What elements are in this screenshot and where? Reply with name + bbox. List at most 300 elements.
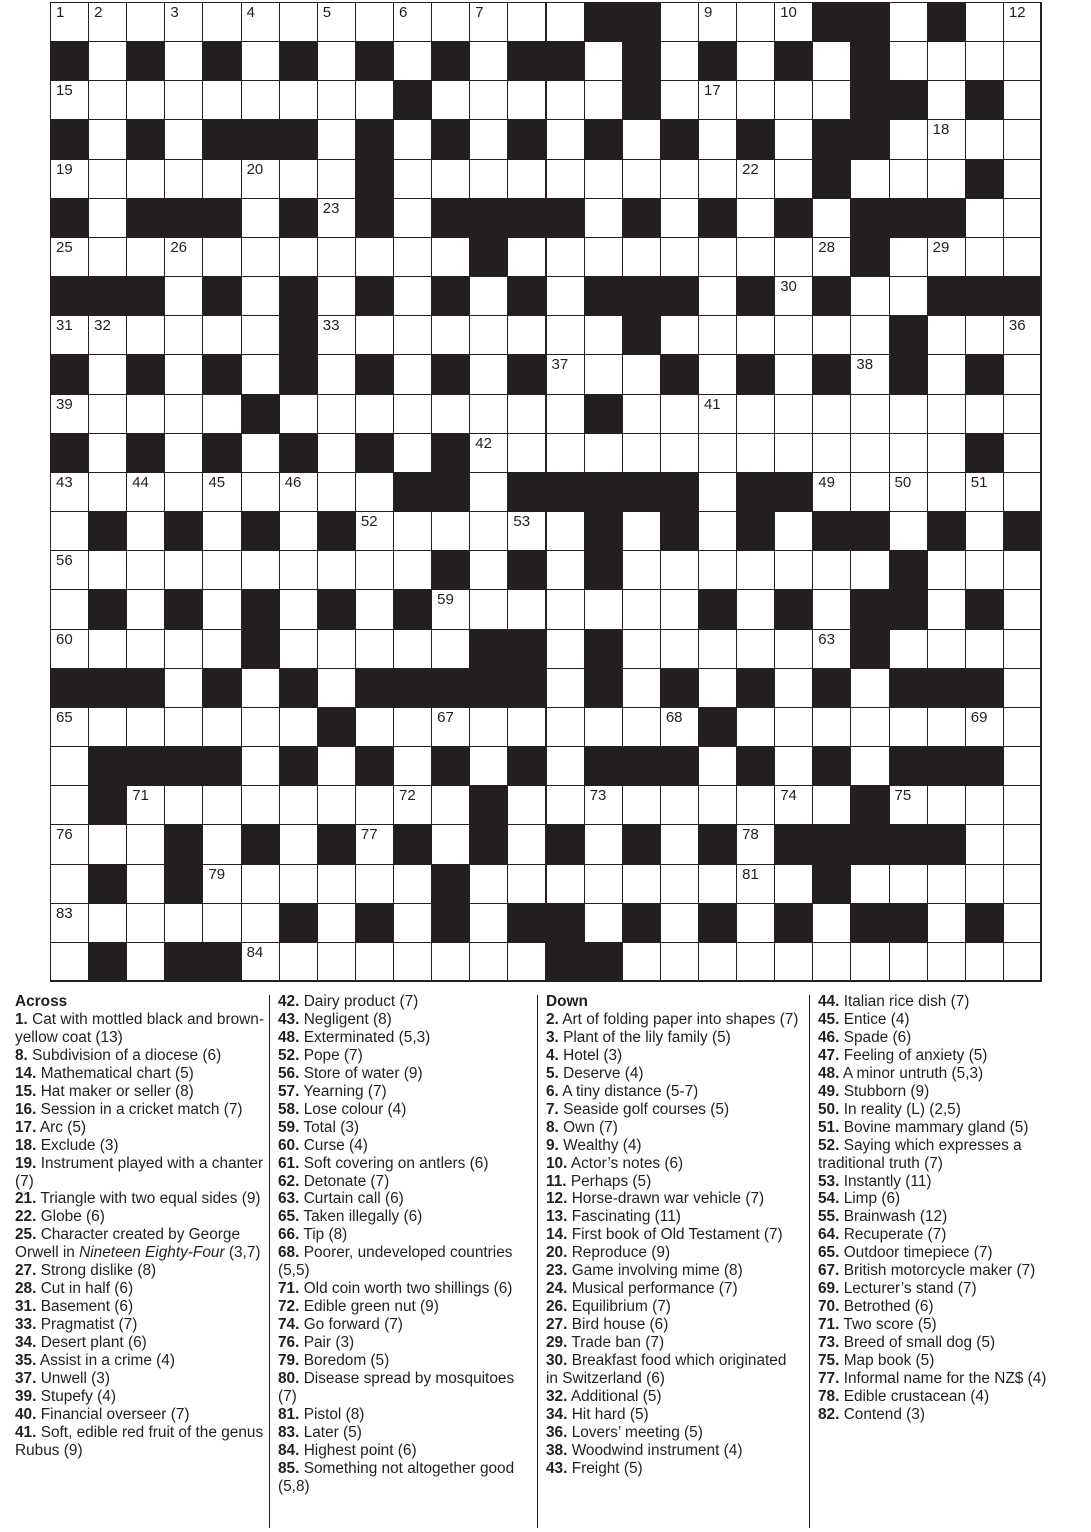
letter-square[interactable] <box>660 159 699 199</box>
letter-square[interactable] <box>355 2 394 42</box>
letter-square[interactable] <box>164 237 203 277</box>
letter-square[interactable] <box>774 276 813 316</box>
letter-square[interactable] <box>584 41 623 81</box>
letter-square[interactable] <box>698 159 737 199</box>
letter-square[interactable] <box>50 707 89 747</box>
letter-square[interactable] <box>317 198 356 238</box>
letter-square[interactable] <box>317 942 356 982</box>
letter-square[interactable] <box>546 119 585 159</box>
letter-square[interactable] <box>584 707 623 747</box>
letter-square[interactable] <box>507 237 546 277</box>
letter-square[interactable] <box>736 315 775 355</box>
letter-square[interactable] <box>698 119 737 159</box>
letter-square[interactable] <box>88 433 127 473</box>
letter-square[interactable] <box>774 237 813 277</box>
letter-square[interactable] <box>507 511 546 551</box>
letter-square[interactable] <box>469 159 508 199</box>
letter-square[interactable] <box>279 394 318 434</box>
letter-square[interactable] <box>927 394 966 434</box>
letter-square[interactable] <box>126 2 165 42</box>
letter-square[interactable] <box>927 942 966 982</box>
letter-square[interactable] <box>241 159 280 199</box>
letter-square[interactable] <box>317 903 356 943</box>
letter-square[interactable] <box>812 903 851 943</box>
letter-square[interactable] <box>1003 2 1042 42</box>
letter-square[interactable] <box>241 276 280 316</box>
letter-square[interactable] <box>546 864 585 904</box>
letter-square[interactable] <box>241 472 280 512</box>
letter-square[interactable] <box>126 315 165 355</box>
letter-square[interactable] <box>469 746 508 786</box>
letter-square[interactable] <box>279 472 318 512</box>
letter-square[interactable] <box>202 903 241 943</box>
letter-square[interactable] <box>698 550 737 590</box>
letter-square[interactable] <box>812 315 851 355</box>
letter-square[interactable] <box>164 433 203 473</box>
letter-square[interactable] <box>889 629 928 669</box>
letter-square[interactable] <box>546 629 585 669</box>
letter-square[interactable] <box>546 433 585 473</box>
letter-square[interactable] <box>965 707 1004 747</box>
letter-square[interactable] <box>1003 119 1042 159</box>
letter-square[interactable] <box>241 198 280 238</box>
letter-square[interactable] <box>355 472 394 512</box>
letter-square[interactable] <box>126 707 165 747</box>
letter-square[interactable] <box>889 276 928 316</box>
letter-square[interactable] <box>584 589 623 629</box>
letter-square[interactable] <box>1003 315 1042 355</box>
letter-square[interactable] <box>279 629 318 669</box>
letter-square[interactable] <box>241 2 280 42</box>
letter-square[interactable] <box>279 824 318 864</box>
letter-square[interactable] <box>393 942 432 982</box>
letter-square[interactable] <box>1003 903 1042 943</box>
letter-square[interactable] <box>927 629 966 669</box>
letter-square[interactable] <box>393 550 432 590</box>
letter-square[interactable] <box>317 119 356 159</box>
letter-square[interactable] <box>50 746 89 786</box>
letter-square[interactable] <box>622 668 661 708</box>
letter-square[interactable] <box>584 354 623 394</box>
letter-square[interactable] <box>698 354 737 394</box>
letter-square[interactable] <box>698 629 737 669</box>
letter-square[interactable] <box>507 394 546 434</box>
letter-square[interactable] <box>431 2 470 42</box>
letter-square[interactable] <box>1003 824 1042 864</box>
letter-square[interactable] <box>889 433 928 473</box>
letter-square[interactable] <box>126 550 165 590</box>
letter-square[interactable] <box>774 942 813 982</box>
letter-square[interactable] <box>88 354 127 394</box>
letter-square[interactable] <box>317 864 356 904</box>
letter-square[interactable] <box>965 824 1004 864</box>
letter-square[interactable] <box>202 550 241 590</box>
letter-square[interactable] <box>50 237 89 277</box>
letter-square[interactable] <box>469 942 508 982</box>
letter-square[interactable] <box>164 276 203 316</box>
letter-square[interactable] <box>202 864 241 904</box>
letter-square[interactable] <box>584 433 623 473</box>
letter-square[interactable] <box>393 41 432 81</box>
letter-square[interactable] <box>1003 707 1042 747</box>
letter-square[interactable] <box>279 237 318 277</box>
letter-square[interactable] <box>355 589 394 629</box>
letter-square[interactable] <box>660 2 699 42</box>
letter-square[interactable] <box>622 589 661 629</box>
letter-square[interactable] <box>50 785 89 825</box>
letter-square[interactable] <box>850 668 889 708</box>
letter-square[interactable] <box>279 511 318 551</box>
letter-square[interactable] <box>660 707 699 747</box>
letter-square[interactable] <box>736 864 775 904</box>
letter-square[interactable] <box>736 394 775 434</box>
letter-square[interactable] <box>736 550 775 590</box>
letter-square[interactable] <box>660 433 699 473</box>
letter-square[interactable] <box>126 80 165 120</box>
letter-square[interactable] <box>736 159 775 199</box>
letter-square[interactable] <box>431 942 470 982</box>
letter-square[interactable] <box>469 80 508 120</box>
letter-square[interactable] <box>965 198 1004 238</box>
letter-square[interactable] <box>393 629 432 669</box>
letter-square[interactable] <box>469 472 508 512</box>
letter-square[interactable] <box>393 354 432 394</box>
letter-square[interactable] <box>889 159 928 199</box>
letter-square[interactable] <box>126 472 165 512</box>
letter-square[interactable] <box>241 707 280 747</box>
letter-square[interactable] <box>317 237 356 277</box>
letter-square[interactable] <box>469 276 508 316</box>
letter-square[interactable] <box>774 550 813 590</box>
letter-square[interactable] <box>622 433 661 473</box>
letter-square[interactable] <box>202 707 241 747</box>
letter-square[interactable] <box>507 785 546 825</box>
letter-square[interactable] <box>469 394 508 434</box>
letter-square[interactable] <box>584 785 623 825</box>
letter-square[interactable] <box>1003 472 1042 512</box>
letter-square[interactable] <box>736 707 775 747</box>
letter-square[interactable] <box>736 903 775 943</box>
letter-square[interactable] <box>469 589 508 629</box>
letter-square[interactable] <box>317 785 356 825</box>
letter-square[interactable] <box>698 668 737 708</box>
letter-square[interactable] <box>164 354 203 394</box>
letter-square[interactable] <box>927 354 966 394</box>
letter-square[interactable] <box>393 707 432 747</box>
letter-square[interactable] <box>812 198 851 238</box>
letter-square[interactable] <box>469 315 508 355</box>
letter-square[interactable] <box>660 237 699 277</box>
letter-square[interactable] <box>164 80 203 120</box>
letter-square[interactable] <box>1003 198 1042 238</box>
letter-square[interactable] <box>889 119 928 159</box>
letter-square[interactable] <box>927 119 966 159</box>
letter-square[interactable] <box>88 41 127 81</box>
letter-square[interactable] <box>50 80 89 120</box>
letter-square[interactable] <box>965 394 1004 434</box>
letter-square[interactable] <box>317 472 356 512</box>
letter-square[interactable] <box>393 198 432 238</box>
letter-square[interactable] <box>241 550 280 590</box>
letter-square[interactable] <box>965 511 1004 551</box>
letter-square[interactable] <box>50 942 89 982</box>
letter-square[interactable] <box>241 942 280 982</box>
letter-square[interactable] <box>431 629 470 669</box>
letter-square[interactable] <box>774 864 813 904</box>
letter-square[interactable] <box>622 159 661 199</box>
letter-square[interactable] <box>431 315 470 355</box>
letter-square[interactable] <box>431 707 470 747</box>
letter-square[interactable] <box>660 629 699 669</box>
letter-square[interactable] <box>164 785 203 825</box>
letter-square[interactable] <box>50 550 89 590</box>
letter-square[interactable] <box>1003 746 1042 786</box>
letter-square[interactable] <box>50 2 89 42</box>
letter-square[interactable] <box>507 589 546 629</box>
letter-square[interactable] <box>774 354 813 394</box>
letter-square[interactable] <box>393 237 432 277</box>
letter-square[interactable] <box>279 2 318 42</box>
letter-square[interactable] <box>584 903 623 943</box>
letter-square[interactable] <box>774 433 813 473</box>
letter-square[interactable] <box>812 942 851 982</box>
letter-square[interactable] <box>88 707 127 747</box>
letter-square[interactable] <box>317 433 356 473</box>
letter-square[interactable] <box>698 394 737 434</box>
letter-square[interactable] <box>279 942 318 982</box>
letter-square[interactable] <box>88 159 127 199</box>
letter-square[interactable] <box>660 41 699 81</box>
letter-square[interactable] <box>660 198 699 238</box>
letter-square[interactable] <box>736 2 775 42</box>
letter-square[interactable] <box>774 785 813 825</box>
letter-square[interactable] <box>850 394 889 434</box>
letter-square[interactable] <box>279 80 318 120</box>
letter-square[interactable] <box>889 707 928 747</box>
letter-square[interactable] <box>50 511 89 551</box>
letter-square[interactable] <box>698 511 737 551</box>
letter-square[interactable] <box>736 629 775 669</box>
letter-square[interactable] <box>1003 942 1042 982</box>
letter-square[interactable] <box>279 159 318 199</box>
letter-square[interactable] <box>241 80 280 120</box>
letter-square[interactable] <box>1003 668 1042 708</box>
letter-square[interactable] <box>507 942 546 982</box>
letter-square[interactable] <box>1003 550 1042 590</box>
letter-square[interactable] <box>126 237 165 277</box>
letter-square[interactable] <box>698 80 737 120</box>
letter-square[interactable] <box>279 707 318 747</box>
letter-square[interactable] <box>774 629 813 669</box>
letter-square[interactable] <box>241 864 280 904</box>
letter-square[interactable] <box>546 668 585 708</box>
letter-square[interactable] <box>164 394 203 434</box>
letter-square[interactable] <box>850 707 889 747</box>
letter-square[interactable] <box>507 159 546 199</box>
letter-square[interactable] <box>584 80 623 120</box>
letter-square[interactable] <box>736 824 775 864</box>
letter-square[interactable] <box>622 942 661 982</box>
letter-square[interactable] <box>774 315 813 355</box>
letter-square[interactable] <box>1003 41 1042 81</box>
letter-square[interactable] <box>164 119 203 159</box>
letter-square[interactable] <box>965 119 1004 159</box>
letter-square[interactable] <box>393 903 432 943</box>
letter-square[interactable] <box>50 159 89 199</box>
letter-square[interactable] <box>698 237 737 277</box>
letter-square[interactable] <box>355 785 394 825</box>
letter-square[interactable] <box>1003 864 1042 904</box>
letter-square[interactable] <box>1003 629 1042 669</box>
letter-square[interactable] <box>1003 433 1042 473</box>
letter-square[interactable] <box>965 315 1004 355</box>
letter-square[interactable] <box>393 785 432 825</box>
letter-square[interactable] <box>279 550 318 590</box>
letter-square[interactable] <box>774 159 813 199</box>
letter-square[interactable] <box>660 550 699 590</box>
letter-square[interactable] <box>889 41 928 81</box>
letter-square[interactable] <box>355 864 394 904</box>
letter-square[interactable] <box>546 80 585 120</box>
letter-square[interactable] <box>774 746 813 786</box>
letter-square[interactable] <box>355 942 394 982</box>
letter-square[interactable] <box>126 824 165 864</box>
letter-square[interactable] <box>850 354 889 394</box>
letter-square[interactable] <box>965 864 1004 904</box>
letter-square[interactable] <box>469 433 508 473</box>
letter-square[interactable] <box>927 315 966 355</box>
letter-square[interactable] <box>202 511 241 551</box>
letter-square[interactable] <box>164 707 203 747</box>
letter-square[interactable] <box>889 2 928 42</box>
letter-square[interactable] <box>546 746 585 786</box>
letter-square[interactable] <box>469 2 508 42</box>
letter-square[interactable] <box>507 315 546 355</box>
letter-square[interactable] <box>469 511 508 551</box>
letter-square[interactable] <box>546 511 585 551</box>
letter-square[interactable] <box>850 276 889 316</box>
letter-square[interactable] <box>927 41 966 81</box>
letter-square[interactable] <box>546 785 585 825</box>
letter-square[interactable] <box>355 394 394 434</box>
letter-square[interactable] <box>202 394 241 434</box>
letter-square[interactable] <box>355 824 394 864</box>
letter-square[interactable] <box>927 707 966 747</box>
letter-square[interactable] <box>50 903 89 943</box>
letter-square[interactable] <box>850 942 889 982</box>
letter-square[interactable] <box>126 159 165 199</box>
letter-square[interactable] <box>164 159 203 199</box>
letter-square[interactable] <box>469 354 508 394</box>
letter-square[interactable] <box>698 864 737 904</box>
letter-square[interactable] <box>507 824 546 864</box>
letter-square[interactable] <box>889 942 928 982</box>
letter-square[interactable] <box>660 80 699 120</box>
letter-square[interactable] <box>546 276 585 316</box>
letter-square[interactable] <box>889 394 928 434</box>
letter-square[interactable] <box>469 41 508 81</box>
letter-square[interactable] <box>812 394 851 434</box>
letter-square[interactable] <box>507 707 546 747</box>
letter-square[interactable] <box>660 864 699 904</box>
letter-square[interactable] <box>850 159 889 199</box>
letter-square[interactable] <box>431 589 470 629</box>
letter-square[interactable] <box>850 550 889 590</box>
letter-square[interactable] <box>774 80 813 120</box>
letter-square[interactable] <box>927 785 966 825</box>
letter-square[interactable] <box>50 864 89 904</box>
letter-square[interactable] <box>1003 394 1042 434</box>
letter-square[interactable] <box>736 198 775 238</box>
letter-square[interactable] <box>889 511 928 551</box>
letter-square[interactable] <box>850 864 889 904</box>
letter-square[interactable] <box>850 746 889 786</box>
letter-square[interactable] <box>126 629 165 669</box>
letter-square[interactable] <box>126 785 165 825</box>
letter-square[interactable] <box>393 315 432 355</box>
letter-square[interactable] <box>736 589 775 629</box>
letter-square[interactable] <box>546 354 585 394</box>
letter-square[interactable] <box>279 785 318 825</box>
letter-square[interactable] <box>202 159 241 199</box>
letter-square[interactable] <box>202 237 241 277</box>
letter-square[interactable] <box>660 315 699 355</box>
letter-square[interactable] <box>812 237 851 277</box>
letter-square[interactable] <box>164 668 203 708</box>
letter-square[interactable] <box>698 276 737 316</box>
letter-square[interactable] <box>774 394 813 434</box>
letter-square[interactable] <box>812 41 851 81</box>
letter-square[interactable] <box>660 589 699 629</box>
letter-square[interactable] <box>393 276 432 316</box>
letter-square[interactable] <box>393 394 432 434</box>
letter-square[interactable] <box>927 433 966 473</box>
letter-square[interactable] <box>355 237 394 277</box>
letter-square[interactable] <box>393 864 432 904</box>
letter-square[interactable] <box>469 864 508 904</box>
letter-square[interactable] <box>622 785 661 825</box>
letter-square[interactable] <box>812 629 851 669</box>
letter-square[interactable] <box>812 433 851 473</box>
letter-square[interactable] <box>546 315 585 355</box>
letter-square[interactable] <box>317 629 356 669</box>
letter-square[interactable] <box>355 550 394 590</box>
letter-square[interactable] <box>660 785 699 825</box>
letter-square[interactable] <box>241 41 280 81</box>
letter-square[interactable] <box>584 315 623 355</box>
letter-square[interactable] <box>88 80 127 120</box>
letter-square[interactable] <box>50 315 89 355</box>
letter-square[interactable] <box>927 237 966 277</box>
letter-square[interactable] <box>698 942 737 982</box>
letter-square[interactable] <box>927 589 966 629</box>
letter-square[interactable] <box>164 2 203 42</box>
letter-square[interactable] <box>507 2 546 42</box>
letter-square[interactable] <box>88 472 127 512</box>
letter-square[interactable] <box>812 550 851 590</box>
letter-square[interactable] <box>622 394 661 434</box>
letter-square[interactable] <box>88 824 127 864</box>
letter-square[interactable] <box>202 80 241 120</box>
letter-square[interactable] <box>126 864 165 904</box>
letter-square[interactable] <box>126 942 165 982</box>
letter-square[interactable] <box>279 864 318 904</box>
letter-square[interactable] <box>164 472 203 512</box>
letter-square[interactable] <box>88 903 127 943</box>
letter-square[interactable] <box>698 785 737 825</box>
letter-square[interactable] <box>317 550 356 590</box>
letter-square[interactable] <box>241 903 280 943</box>
